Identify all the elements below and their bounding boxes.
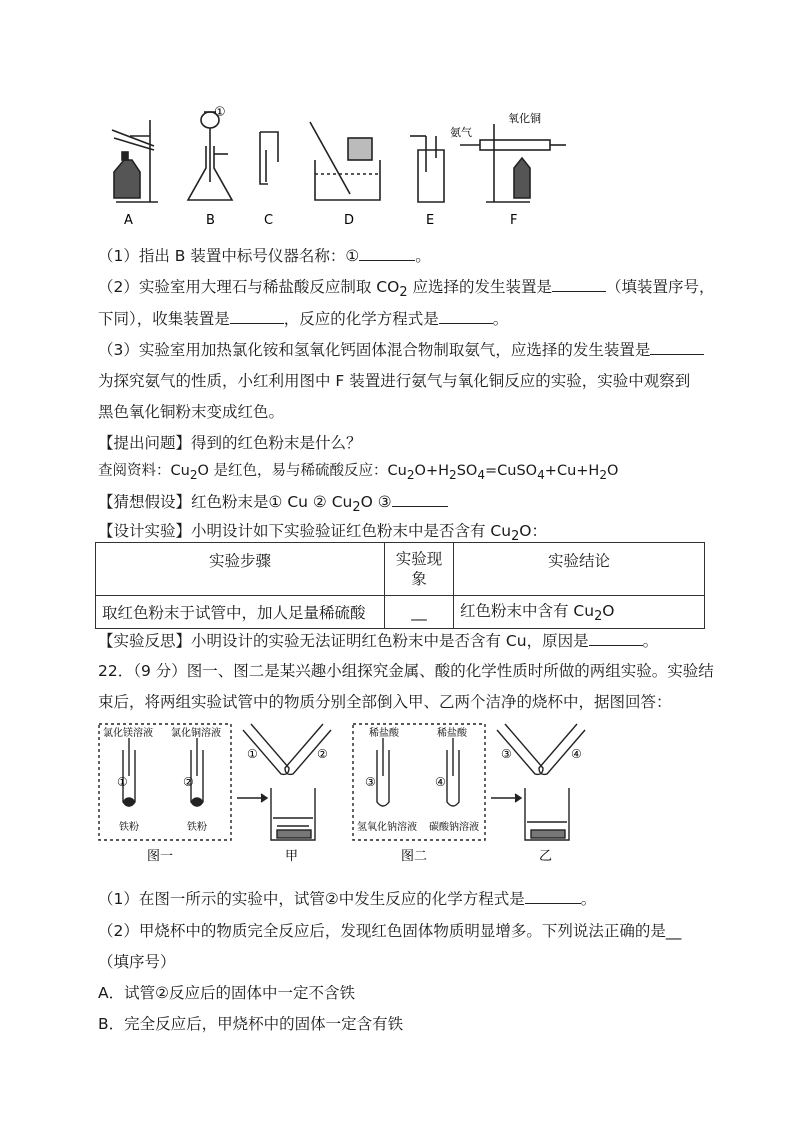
q2-sub: 2 (399, 285, 408, 301)
fig2-iron2: 铁粉 (187, 822, 207, 833)
q22-1-end: 。 (580, 890, 597, 908)
ref-eq4: +Cu+H (544, 463, 600, 479)
fig1-label-f: F (510, 213, 518, 228)
q22-line-1: 22．（9 分）图一、图二是某兴趣小组探究金属、酸的化学性质时所做的两组实验。实验结 (98, 662, 714, 680)
cell-phenomenon[interactable]: __ (385, 596, 454, 629)
fig1-label-d: D (344, 213, 355, 228)
q2-blank-2[interactable] (230, 307, 284, 324)
fig2-caption-yi: 乙 (539, 849, 553, 864)
header-phenomenon (385, 543, 454, 596)
q22-2-line-1 (98, 920, 681, 942)
q2-text-c: （填装置序号， (605, 278, 715, 296)
ref-prefix: 查阅资料：Cu (98, 463, 190, 479)
fig1-ammonia-label: 氨气 (450, 126, 472, 139)
apparatus-a-icon (112, 120, 158, 202)
design-sub: 2 (511, 529, 520, 545)
option-b: B．完全反应后，甲烧杯中的固体一定含有铁 (98, 1015, 404, 1033)
fig2-num1b: ① (247, 747, 258, 761)
fig1-label-a: A (124, 213, 133, 228)
q22-2-line-2: （填序号） (98, 953, 176, 971)
header-phenomenon-l1: 实验现 (395, 550, 443, 568)
fig2-base2: 碳酸钠溶液 (429, 822, 479, 833)
ref-eq1: O+H (414, 463, 450, 479)
q1-blank[interactable] (359, 244, 415, 261)
fig2-caption-jia: 甲 (285, 849, 299, 864)
q3-blank[interactable] (650, 338, 704, 355)
test-tube-1-icon (123, 738, 135, 806)
ref-sub-a: 2 (189, 467, 198, 482)
q3-text-1: （3）实验室用加热氯化铵和氢氧化钙固体混合物制取氨气，应选择的发生装置是 (98, 341, 651, 359)
q2-text-e: ，反应的化学方程式是 (283, 310, 439, 328)
design-text: 【设计实验】小明设计如下实验验证红色粉末中是否含有 Cu (98, 522, 512, 540)
ref-eq5: O (607, 463, 619, 479)
apparatus-f-icon (460, 124, 566, 202)
ref-sub-e: 4 (537, 467, 545, 482)
question-line: 【提出问题】得到的红色粉末是什么？ (98, 434, 362, 452)
table-header-row (96, 543, 705, 596)
q2-blank-1[interactable] (552, 275, 606, 292)
fig2-num3: ③ (365, 775, 376, 789)
beaker-jia-icon (271, 788, 315, 840)
fig2-acid2: 稀盐酸 (437, 728, 467, 739)
ref-mid: O 是红色，易与稀硫酸反应：Cu (197, 463, 407, 479)
fig2-acid1: 稀盐酸 (369, 728, 399, 739)
fig2-num2: ② (183, 775, 194, 789)
design-end: O： (519, 522, 547, 540)
experiment-figure (95, 718, 615, 868)
cell-conclusion (454, 596, 705, 629)
ref-sub-b: 2 (406, 467, 415, 482)
fig2-caption-2: 图二 (401, 849, 428, 864)
test-tube-3-icon (377, 738, 389, 806)
fig2-caption-1: 图一 (147, 849, 174, 864)
q2-blank-3[interactable] (439, 307, 493, 324)
test-tube-2-icon (191, 738, 203, 806)
hypothesis-rest: O ③ (360, 493, 392, 511)
hypothesis-sub: 2 (352, 500, 361, 516)
reflection-blank[interactable] (589, 629, 643, 646)
test-tube-4-icon (447, 738, 459, 806)
q2-text-b: 应选择的发生装置是 (407, 278, 552, 296)
option-a: A．试管②反应后的固体中一定不含铁 (98, 984, 355, 1002)
q2-line-2 (98, 307, 508, 330)
q22-1-blank[interactable] (525, 887, 581, 904)
ref-eq3: =CuSO (485, 463, 538, 479)
fig1-label-b: B (206, 213, 215, 228)
fig2-reagent2: 氯化铜溶液 (171, 728, 221, 739)
header-conclusion: 实验结论 (454, 543, 705, 596)
conclusion-sub: 2 (594, 609, 603, 625)
q3-line-1 (98, 338, 704, 361)
fig2-num3b: ③ (501, 747, 512, 761)
q22-2-text: （2）甲烧杯中的物质完全反应后，发现红色固体物质明显增多。下列说法正确的是 (98, 922, 666, 940)
q1-text: （1）指出 B 装置中标号仪器名称：① (98, 247, 360, 265)
conclusion-a: 红色粉末中含有 Cu (460, 602, 595, 621)
fig1-label-e: E (426, 213, 435, 228)
reflection-text: 【实验反思】小明设计的实验无法证明红色粉末中是否含有 Cu，原因是 (98, 632, 589, 650)
apparatus-d-icon (310, 122, 380, 200)
fig2-num2b: ② (317, 747, 328, 761)
q22-1-line (98, 887, 596, 910)
hypothesis-blank[interactable] (392, 490, 448, 507)
q22-2-blank[interactable]: __ (665, 922, 682, 940)
fig2-base1: 氢氧化钠溶液 (357, 822, 417, 833)
q2-text-a: （2）实验室用大理石与稀盐酸反应制取 CO (98, 278, 400, 296)
header-phenomenon-l2: 象 (411, 570, 427, 588)
q22-line-2: 束后，将两组实验试管中的物质分别全部倒入甲、乙两个洁净的烧杯中，据图回答： (98, 693, 672, 711)
conclusion-b: O (602, 602, 615, 621)
ref-eq2: SO (456, 463, 478, 479)
fig1-copper-oxide-label: 氧化铜 (508, 112, 541, 125)
fig2-num1: ① (117, 775, 128, 789)
apparatus-e-icon (410, 136, 444, 202)
reference-line (98, 460, 618, 486)
q1-line (98, 244, 431, 267)
ref-sub-d: 4 (477, 467, 486, 482)
q1-end: 。 (415, 247, 431, 265)
hypothesis-line (98, 490, 448, 519)
reflection-line (98, 629, 658, 652)
hypothesis-text: 【猜想假设】红色粉末是① Cu ② Cu (98, 493, 353, 511)
beaker-yi-icon (525, 788, 569, 840)
apparatus-c-icon (260, 132, 278, 184)
q2-text-d: 下同），收集装置是 (98, 310, 230, 328)
apparatus-figure (110, 102, 570, 230)
reflection-end: 。 (642, 632, 659, 650)
ref-sub-c: 2 (449, 467, 457, 482)
fig1-mark-label: ① (214, 105, 226, 120)
fig2-num4b: ④ (571, 747, 582, 761)
fig2-reagent1: 氯化镁溶液 (103, 728, 153, 739)
table-row (96, 596, 705, 629)
q2-text-f: 。 (492, 310, 509, 328)
q3-line-2: 为探究氨气的性质，小红利用图中 F 装置进行氨气与氧化铜反应的实验，实验中观察到 (98, 372, 691, 390)
header-steps: 实验步骤 (96, 543, 385, 596)
q3-line-3: 黑色氧化铜粉末变成红色。 (98, 403, 285, 421)
fig2-iron1: 铁粉 (119, 822, 139, 833)
experiment-table (95, 542, 705, 629)
cell-step: 取红色粉末于试管中，加人足量稀硫酸 (96, 596, 385, 629)
apparatus-b-icon (188, 112, 232, 200)
ref-sub-f: 2 (599, 467, 608, 482)
fig1-label-c: C (264, 213, 274, 228)
fig2-num4: ④ (435, 775, 446, 789)
q2-line-1 (98, 275, 715, 304)
q22-1-text: （1）在图一所示的实验中，试管②中发生反应的化学方程式是 (98, 890, 525, 908)
